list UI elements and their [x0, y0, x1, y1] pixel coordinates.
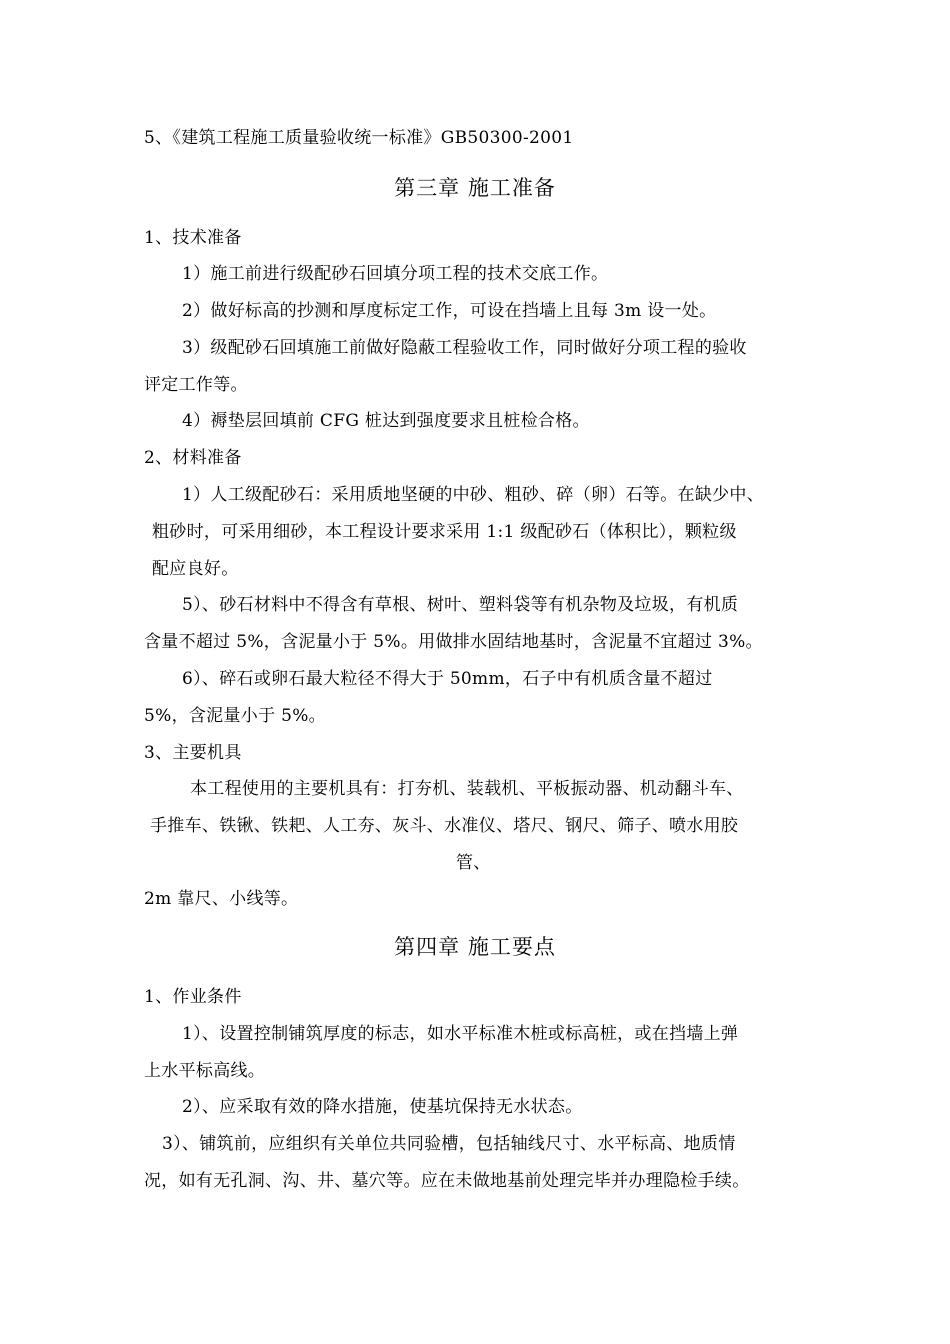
- section-material-preparation-heading: 2、材料准备: [144, 448, 242, 468]
- chapter-4-title: 第四章 施工要点: [394, 935, 556, 959]
- paragraph-line: 4）褥垫层回填前 CFG 桩达到强度要求且桩检合格。: [182, 411, 590, 431]
- paragraph-line: 6）、碎石或卵石最大粒径不得大于 50mm，石子中有机质含量不超过: [182, 669, 713, 689]
- paragraph-line: 管、: [456, 853, 491, 873]
- paragraph-line: 2）做好标高的抄测和厚度标定工作，可设在挡墙上且每 3m 设一处。: [182, 301, 717, 321]
- paragraph-line: 5）、砂石材料中不得含有草根、树叶、塑料袋等有机杂物及垃圾，有机质: [182, 595, 739, 615]
- paragraph-line: 含量不超过 5%，含泥量小于 5%。用做排水固结地基时，含泥量不宜超过 3%。: [144, 632, 763, 652]
- paragraph-line: 1）施工前进行级配砂石回填分项工程的技术交底工作。: [182, 264, 609, 284]
- chapter-3-title: 第三章 施工准备: [394, 176, 556, 200]
- section-technical-preparation-heading: 1、技术准备: [144, 228, 242, 248]
- paragraph-line: 本工程使用的主要机具有：打夯机、装载机、平板振动器、机动翻斗车、: [190, 779, 744, 799]
- paragraph-line: 粗砂时，可采用细砂，本工程设计要求采用 1:1 级配砂石（体积比），颗粒级: [152, 522, 737, 542]
- paragraph-line: 2m 靠尺、小线等。: [144, 889, 299, 909]
- paragraph-line: 3）、铺筑前，应组织有关单位共同验槽，包括轴线尺寸、水平标高、地质情: [162, 1134, 736, 1154]
- paragraph-line: 手推车、铁锹、铁耙、人工夯、灰斗、水准仪、塔尺、钢尺、筛子、喷水用胶: [150, 816, 739, 836]
- paragraph-line: 5%，含泥量小于 5%。: [144, 706, 326, 726]
- paragraph-line: 3）级配砂石回填施工前做好隐蔽工程验收工作，同时做好分项工程的验收: [182, 338, 747, 358]
- paragraph-line: 配应良好。: [152, 559, 239, 579]
- paragraph-line: 2）、应采取有效的降水措施，使基坑保持无水状态。: [182, 1097, 583, 1117]
- section-work-conditions-heading: 1、作业条件: [144, 987, 242, 1007]
- section-main-machinery-heading: 3、主要机具: [144, 743, 242, 763]
- paragraph-line: 1）人工级配砂石：采用质地坚硬的中砂、粗砂、碎（卵）石等。在缺少中、: [182, 485, 765, 505]
- standard-reference-line: 5、《建筑工程施工质量验收统一标准》GB50300-2001: [144, 128, 574, 148]
- paragraph-line: 况，如有无孔洞、沟、井、墓穴等。应在未做地基前处理完毕并办理隐检手续。: [144, 1171, 750, 1191]
- paragraph-line: 1）、设置控制铺筑厚度的标志，如水平标准木桩或标高桩，或在挡墙上弹: [182, 1024, 739, 1044]
- paragraph-line: 评定工作等。: [144, 375, 248, 395]
- paragraph-line: 上水平标高线。: [144, 1061, 266, 1081]
